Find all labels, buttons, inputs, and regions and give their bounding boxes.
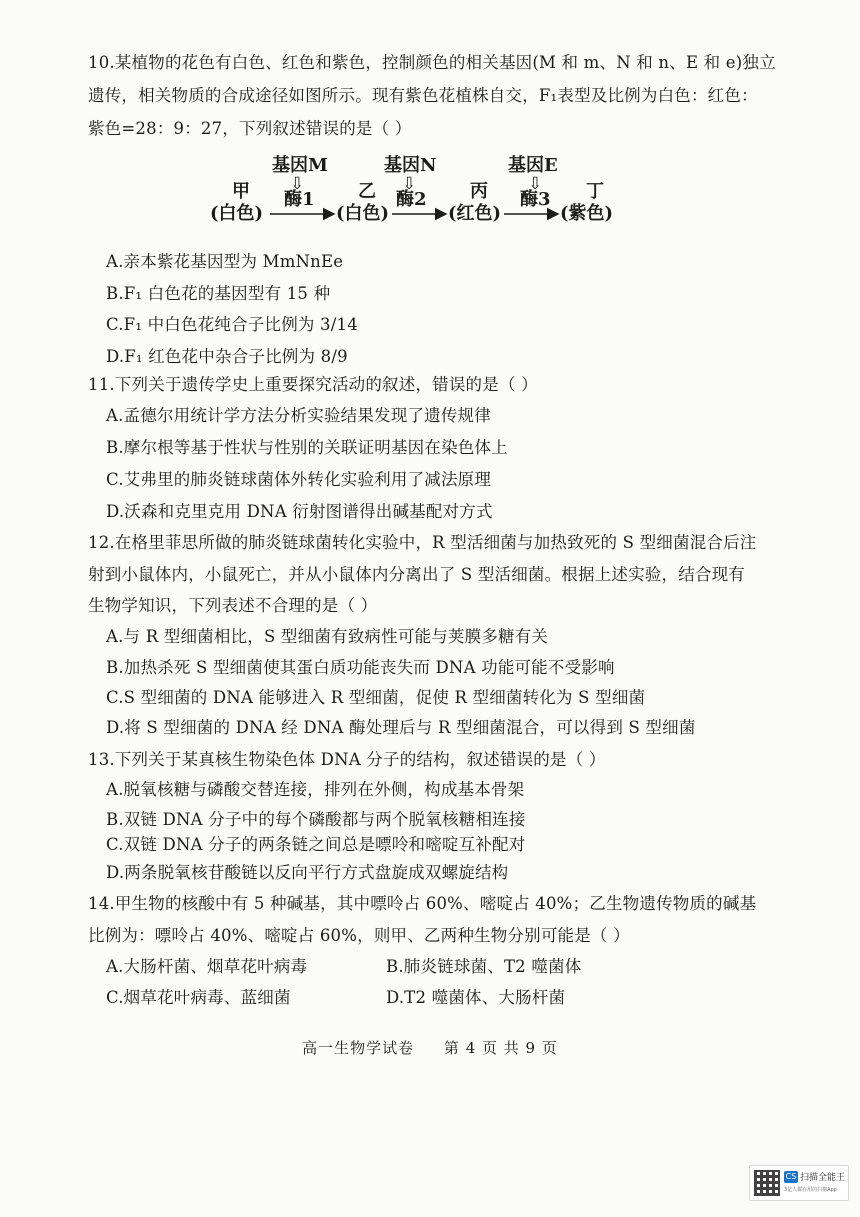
badge-title: 扫描全能王 [800, 1173, 846, 1183]
q10-option-a: A.亲本紫花基因型为 MmNnEe [106, 252, 344, 271]
q14-option-b: B.肺炎链球菌、T2 噬菌体 [386, 957, 582, 976]
q12-option-a: A.与 R 型细菌相比，S 型细菌有致病性可能与荚膜多糖有关 [106, 627, 549, 646]
q10-stem-line-3: 紫色=28：9：27，下列叙述错误的是（ ） [88, 119, 412, 138]
q10-option-c: C.F₁ 中白色花纯合子比例为 3/14 [106, 315, 358, 334]
scanner-badge [749, 1165, 849, 1201]
pathway-arrows [210, 152, 630, 230]
qr-code-icon [754, 1170, 780, 1196]
q10-stem-line-1: 10.某植物的花色有白色、红色和紫色，控制颜色的相关基因(M 和 m、N 和 n、E 和 e)独立 [88, 53, 776, 72]
q14-stem-line-2: 比例为：嘌呤占 40%、嘧啶占 60%，则甲、乙两种生物分别可能是（ ） [88, 926, 630, 945]
q11-option-d: D.沃森和克里克用 DNA 衍射图谱得出碱基配对方式 [106, 502, 493, 521]
enzyme-2-label: 酶2 [396, 189, 427, 210]
q14-option-c: C.烟草花叶病毒、蓝细菌 [106, 988, 291, 1007]
q12-option-d: D.将 S 型细菌的 DNA 经 DNA 酶处理后与 R 型细菌混合，可以得到 S 型细菌 [106, 718, 696, 737]
q12-option-b: B.加热杀死 S 型细菌使其蛋白质功能丧失而 DNA 功能可能不受影响 [106, 658, 615, 677]
substance-bing-name: 丙 [470, 181, 488, 202]
q11-option-c: C.艾弗里的肺炎链球菌体外转化实验利用了减法原理 [106, 470, 492, 489]
arrow-down-icon: ⇩ [528, 174, 543, 194]
q11-option-a: A.孟德尔用统计学方法分析实验结果发现了遗传规律 [106, 406, 491, 425]
q14-option-a: A.大肠杆菌、烟草花叶病毒 [106, 957, 308, 976]
substance-ding-color: (紫色) [560, 203, 614, 224]
pathway-diagram [210, 152, 630, 230]
q13-option-a: A.脱氧核糖与磷酸交替连接，排列在外侧，构成基本骨架 [106, 780, 525, 799]
enzyme-3-label: 酶3 [520, 189, 551, 210]
arrow-down-icon: ⇩ [290, 174, 305, 194]
q12-option-c: C.S 型细菌的 DNA 能够进入 R 型细菌，促使 R 型细菌转化为 S 型细菌 [106, 688, 646, 707]
gene-m-label: 基因M [272, 155, 328, 176]
q10-option-b: B.F₁ 白色花的基因型有 15 种 [106, 284, 331, 303]
q12-stem-line-3: 生物学知识，下列表述不合理的是（ ） [88, 596, 378, 615]
q13-stem-line-1: 13.下列关于某真核生物染色体 DNA 分子的结构，叙述错误的是（ ） [88, 750, 606, 769]
q12-stem-line-2: 射到小鼠体内，小鼠死亡，并从小鼠体内分离出了 S 型活细菌。根据上述实验，结合现有 [88, 565, 745, 584]
substance-jia-name: 甲 [232, 181, 250, 202]
q14-stem-line-1: 14.甲生物的核酸中有 5 种碱基，其中嘌呤占 60%、嘧啶占 40%；乙生物遗传物质的碱基 [88, 894, 757, 913]
substance-ding-name: 丁 [586, 181, 604, 202]
q10-option-d: D.F₁ 红色花中杂合子比例为 8/9 [106, 347, 348, 366]
substance-jia-color: (白色) [210, 203, 264, 224]
arrow-down-icon: ⇩ [402, 174, 417, 194]
gene-e-label: 基因E [508, 155, 558, 176]
badge-subtitle: 3亿人都在用的扫描App [784, 1187, 837, 1193]
q10-stem-line-2: 遗传，相关物质的合成途径如图所示。现有紫色花植株自交，F₁表型及比例为白色：红色： [88, 86, 758, 105]
gene-n-label: 基因N [384, 155, 437, 176]
q11-stem-line-1: 11.下列关于遗传学史上重要探究活动的叙述，错误的是（ ） [88, 375, 538, 394]
substance-yi-name: 乙 [358, 181, 376, 202]
enzyme-1-label: 酶1 [284, 189, 315, 210]
q13-option-c: C.双链 DNA 分子的两条链之间总是嘌呤和嘧啶互补配对 [106, 835, 526, 854]
q13-option-b: B.双链 DNA 分子中的每个磷酸都与两个脱氧核糖相连接 [106, 810, 526, 829]
q12-stem-line-1: 12.在格里菲思所做的肺炎链球菌转化实验中，R 型活细菌与加热致死的 S 型细菌混合后注 [88, 533, 757, 552]
footer-page-number: 第 4 页 共 9 页 [443, 1039, 558, 1057]
q14-option-d: D.T2 噬菌体、大肠杆菌 [386, 988, 566, 1007]
cs-logo-icon: CS [785, 1172, 797, 1181]
page-footer [0, 1037, 860, 1058]
footer-title: 高一生物学试卷 [302, 1039, 415, 1057]
q11-option-b: B.摩尔根等基于性状与性别的关联证明基因在染色体上 [106, 438, 508, 457]
substance-bing-color: (红色) [448, 203, 502, 224]
substance-yi-color: (白色) [336, 203, 390, 224]
q13-option-d: D.两条脱氧核苷酸链以反向平行方式盘旋成双螺旋结构 [106, 863, 509, 882]
